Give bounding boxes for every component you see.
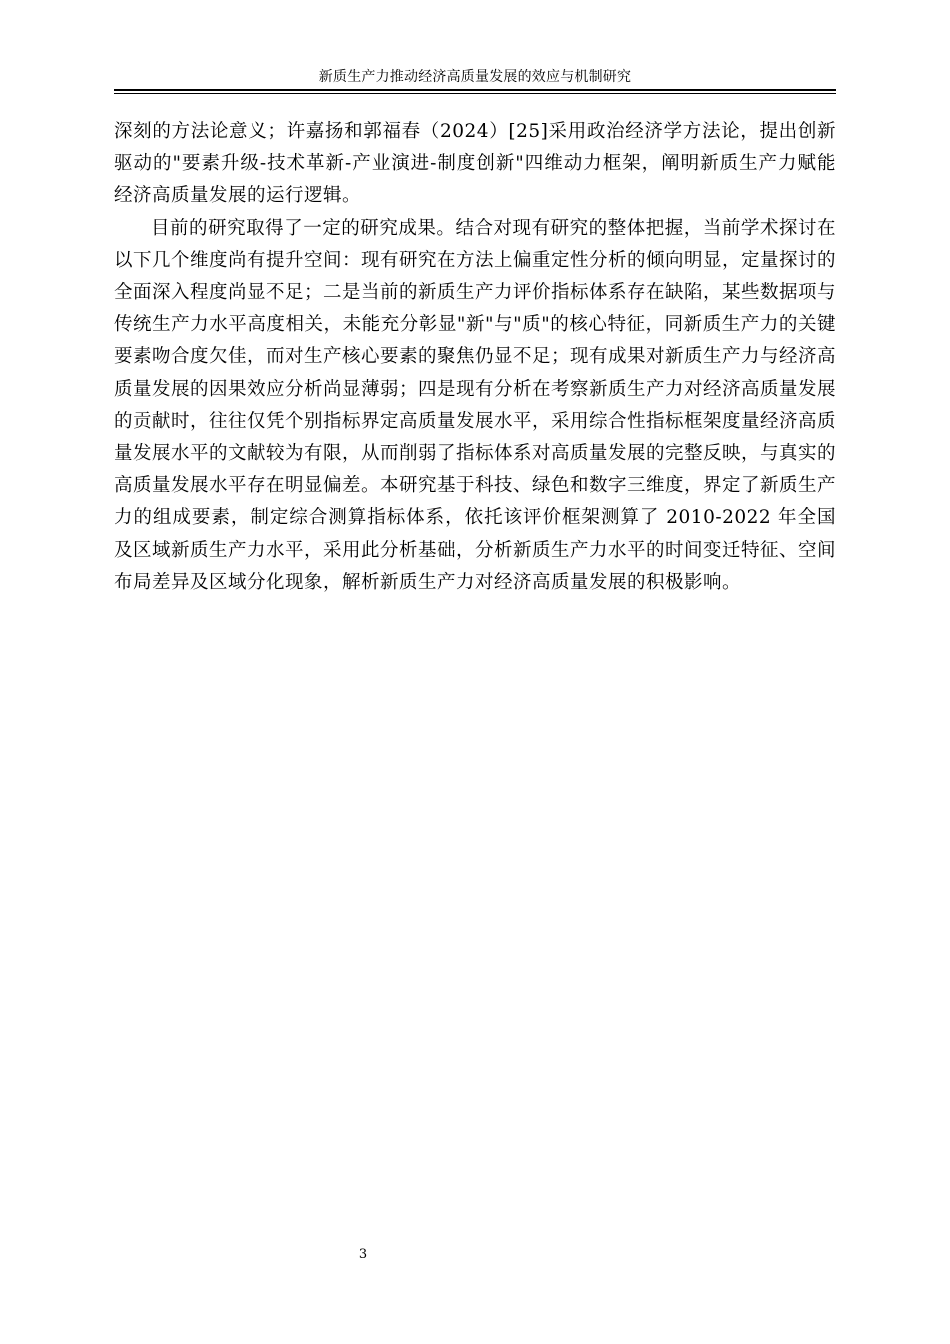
header-rule-thick bbox=[114, 89, 836, 91]
paragraph-research-gaps: 目前的研究取得了一定的研究成果。结合对现有研究的整体把握，当前学术探讨在以下几个维度尚有提升空间：现有研究在方法上偏重定性分析的倾向明显，定量探讨的全面深入程度尚显不足；二是当前的新质生产力评价指标体系存在缺陷，某些数据项与传统生产力水平高度相关，未能充分彰显"新"与"质"的核心特征，同新质生产力的关键要素吻合度欠佳，而对生产核心要素的聚焦仍显不足；现有成果对新质生产力与经济高质量发展的因果效应分析尚显薄弱；四是现有分析在考察新质生产力对经济高质量发展的贡献时，往往仅凭个别指标界定高质量发展水平，采用综合性指标框架度量经济高质量发展水平的文献较为有限，从而削弱了指标体系对高质量发展的完整反映，与真实的高质量发展水平存在明显偏差。本研究基于科技、绿色和数字三维度，界定了新质生产力的组成要素，制定综合测算指标体系，依托该评价框架测算了 2010-2022 年全国及区域新质生产力水平，采用此分析基础，分析新质生产力水平的时间变迁特征、空间布局差异及区域分化现象，解析新质生产力对经济高质量发展的积极影响。 bbox=[114, 217, 837, 593]
running-header: 新质生产力推动经济高质量发展的效应与机制研究 bbox=[318, 69, 632, 85]
paragraph-continued: 深刻的方法论意义；许嘉扬和郭福春（2024）[25]采用政治经济学方法论，提出创新驱动的"要素升级-技术革新-产业演进-制度创新"四维动力框架，阐明新质生产力赋能经济高质量发展的运行逻辑。 bbox=[114, 121, 836, 207]
page-number: 3 bbox=[358, 1247, 368, 1262]
body-text bbox=[114, 116, 836, 599]
header-rule-thin bbox=[114, 93, 836, 94]
